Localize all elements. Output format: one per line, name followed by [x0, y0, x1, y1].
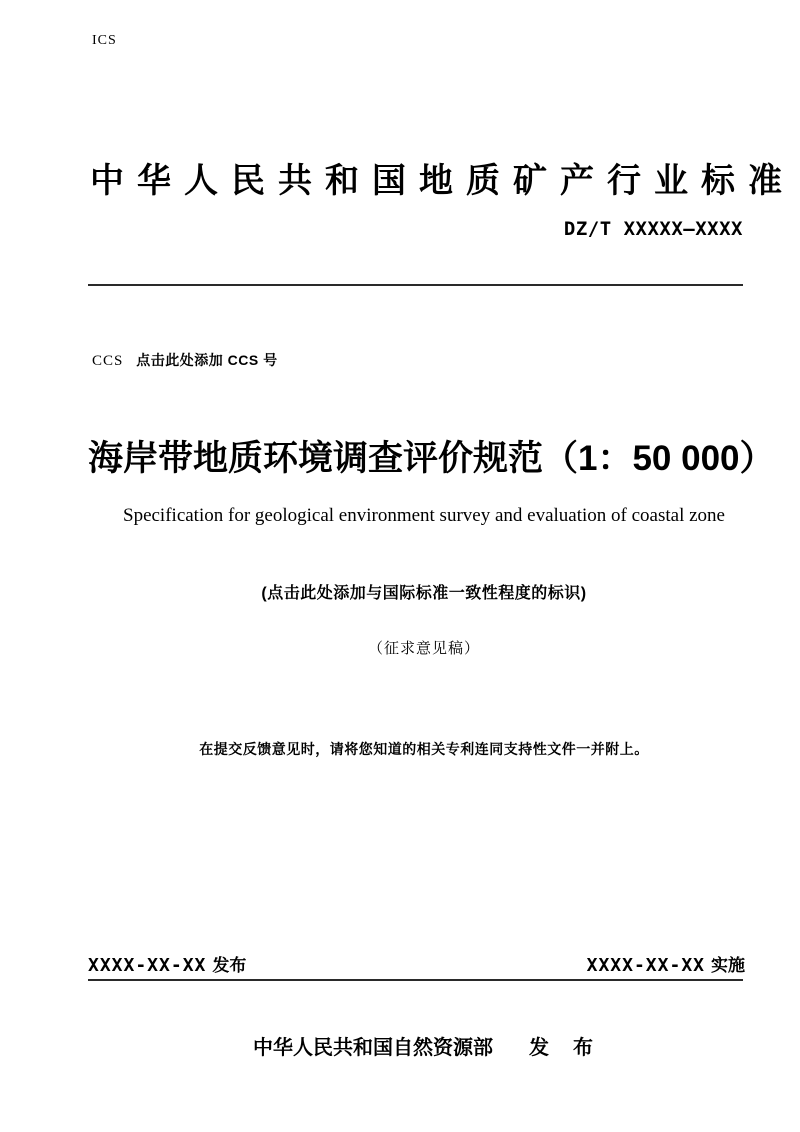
patent-feedback-note: 在提交反馈意见时，请将您知道的相关专利连同支持性文件一并附上。	[199, 741, 649, 757]
consistency-degree-placeholder[interactable]: (点击此处添加与国际标准一致性程度的标识)	[261, 585, 587, 602]
ics-label: ICS	[92, 33, 117, 48]
standard-number: DZ/T XXXXX—XXXX	[563, 218, 743, 240]
issue-date: XXXX-XX-XX	[88, 955, 207, 976]
implement-date: XXXX-XX-XX	[586, 955, 705, 976]
footer-divider-rule	[88, 979, 743, 981]
ccs-label: CCS	[92, 353, 124, 369]
footer-dates	[88, 951, 745, 976]
implement-label: 实施	[711, 956, 745, 975]
standard-header-title: 中华人民共和国地质矿产行业标准	[90, 162, 795, 200]
publish-action-label: 发 布	[529, 1037, 595, 1059]
issue-date-line	[88, 951, 246, 976]
ccs-number-placeholder[interactable]: 点击此处添加 CCS 号	[136, 352, 278, 368]
draft-status-label: （征求意见稿）	[367, 641, 480, 657]
issue-label: 发布	[212, 956, 247, 975]
implement-date-line	[587, 951, 745, 976]
ccs-line	[92, 350, 278, 370]
publisher-name: 中华人民共和国自然资源部	[253, 1037, 493, 1059]
header-divider-rule	[88, 284, 743, 286]
document-title-zh: 海岸带地质环境调查评价规范（1：50 000）	[88, 439, 775, 478]
publisher-line	[88, 1031, 760, 1060]
document-title-en: Specification for geological environment survey and evaluation of coastal zone	[123, 505, 725, 526]
